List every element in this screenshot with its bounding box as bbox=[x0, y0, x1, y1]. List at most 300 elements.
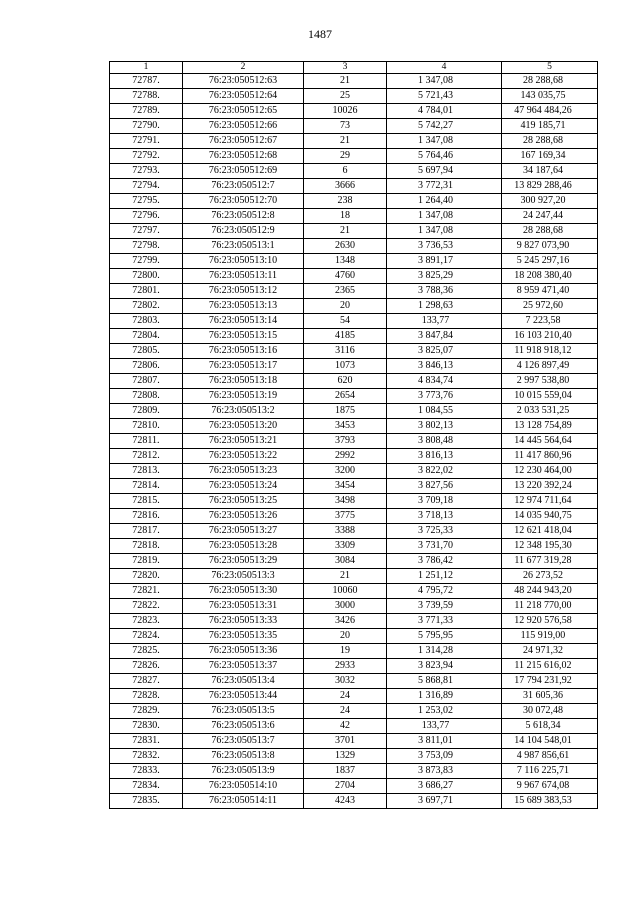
cadastral-number-cell: 76:23:050513:12 bbox=[183, 284, 304, 299]
area-cell: 42 bbox=[304, 719, 387, 734]
cadastral-number-cell: 76:23:050513:15 bbox=[183, 329, 304, 344]
cost-cell: 15 689 383,53 bbox=[502, 794, 598, 809]
area-cell: 18 bbox=[304, 209, 387, 224]
price-cell: 3 718,13 bbox=[387, 509, 502, 524]
table-row bbox=[110, 149, 598, 164]
cadastral-number-cell: 76:23:050513:27 bbox=[183, 524, 304, 539]
cost-cell: 9 967 674,08 bbox=[502, 779, 598, 794]
row-number-cell: 72810. bbox=[110, 419, 183, 434]
area-cell: 3426 bbox=[304, 614, 387, 629]
table-row bbox=[110, 599, 598, 614]
row-number-cell: 72804. bbox=[110, 329, 183, 344]
cadastral-number-cell: 76:23:050513:23 bbox=[183, 464, 304, 479]
price-cell: 5 697,94 bbox=[387, 164, 502, 179]
area-cell: 620 bbox=[304, 374, 387, 389]
table-row bbox=[110, 134, 598, 149]
cadastral-number-cell: 76:23:050513:30 bbox=[183, 584, 304, 599]
cost-cell: 11 218 770,00 bbox=[502, 599, 598, 614]
price-cell: 5 742,27 bbox=[387, 119, 502, 134]
column-header-2: 2 bbox=[183, 62, 304, 74]
cost-cell: 13 829 288,46 bbox=[502, 179, 598, 194]
price-cell: 3 786,42 bbox=[387, 554, 502, 569]
price-cell: 3 739,59 bbox=[387, 599, 502, 614]
area-cell: 20 bbox=[304, 629, 387, 644]
price-cell: 3 686,27 bbox=[387, 779, 502, 794]
cadastral-number-cell: 76:23:050512:63 bbox=[183, 74, 304, 89]
price-cell: 3 847,84 bbox=[387, 329, 502, 344]
table-row bbox=[110, 284, 598, 299]
price-cell: 3 827,56 bbox=[387, 479, 502, 494]
row-number-cell: 72830. bbox=[110, 719, 183, 734]
cost-cell: 12 920 576,58 bbox=[502, 614, 598, 629]
cost-cell: 17 794 231,92 bbox=[502, 674, 598, 689]
row-number-cell: 72800. bbox=[110, 269, 183, 284]
cadastral-number-cell: 76:23:050512:67 bbox=[183, 134, 304, 149]
row-number-cell: 72806. bbox=[110, 359, 183, 374]
area-cell: 24 bbox=[304, 704, 387, 719]
area-cell: 1348 bbox=[304, 254, 387, 269]
cost-cell: 13 220 392,24 bbox=[502, 479, 598, 494]
area-cell: 1329 bbox=[304, 749, 387, 764]
area-cell: 3498 bbox=[304, 494, 387, 509]
cadastral-number-cell: 76:23:050513:22 bbox=[183, 449, 304, 464]
area-cell: 3793 bbox=[304, 434, 387, 449]
cadastral-number-cell: 76:23:050512:70 bbox=[183, 194, 304, 209]
price-cell: 3 788,36 bbox=[387, 284, 502, 299]
area-cell: 3388 bbox=[304, 524, 387, 539]
cost-cell: 30 072,48 bbox=[502, 704, 598, 719]
area-cell: 2654 bbox=[304, 389, 387, 404]
row-number-cell: 72788. bbox=[110, 89, 183, 104]
cost-cell: 2 033 531,25 bbox=[502, 404, 598, 419]
area-cell: 73 bbox=[304, 119, 387, 134]
price-cell: 3 772,31 bbox=[387, 179, 502, 194]
cost-cell: 14 445 564,64 bbox=[502, 434, 598, 449]
cost-cell: 12 621 418,04 bbox=[502, 524, 598, 539]
price-cell: 3 709,18 bbox=[387, 494, 502, 509]
price-cell: 3 725,33 bbox=[387, 524, 502, 539]
cadastral-number-cell: 76:23:050513:33 bbox=[183, 614, 304, 629]
cadastral-number-cell: 76:23:050512:65 bbox=[183, 104, 304, 119]
cost-cell: 11 677 319,28 bbox=[502, 554, 598, 569]
area-cell: 4760 bbox=[304, 269, 387, 284]
row-number-cell: 72835. bbox=[110, 794, 183, 809]
row-number-cell: 72798. bbox=[110, 239, 183, 254]
area-cell: 6 bbox=[304, 164, 387, 179]
area-cell: 25 bbox=[304, 89, 387, 104]
cost-cell: 48 244 943,20 bbox=[502, 584, 598, 599]
row-number-cell: 72801. bbox=[110, 284, 183, 299]
area-cell: 21 bbox=[304, 224, 387, 239]
table-row bbox=[110, 674, 598, 689]
cadastral-number-cell: 76:23:050513:28 bbox=[183, 539, 304, 554]
column-header-5: 5 bbox=[502, 62, 598, 74]
price-cell: 1 347,08 bbox=[387, 209, 502, 224]
cadastral-number-cell: 76:23:050513:26 bbox=[183, 509, 304, 524]
cadastral-number-cell: 76:23:050513:21 bbox=[183, 434, 304, 449]
table-row bbox=[110, 689, 598, 704]
table-row bbox=[110, 539, 598, 554]
table-row bbox=[110, 119, 598, 134]
area-cell: 20 bbox=[304, 299, 387, 314]
area-cell: 1073 bbox=[304, 359, 387, 374]
price-cell: 3 771,33 bbox=[387, 614, 502, 629]
cost-cell: 7 116 225,71 bbox=[502, 764, 598, 779]
row-number-cell: 72795. bbox=[110, 194, 183, 209]
area-cell: 10026 bbox=[304, 104, 387, 119]
area-cell: 3200 bbox=[304, 464, 387, 479]
table-row bbox=[110, 704, 598, 719]
price-cell: 1 316,89 bbox=[387, 689, 502, 704]
area-cell: 4243 bbox=[304, 794, 387, 809]
cadastral-number-cell: 76:23:050513:37 bbox=[183, 659, 304, 674]
area-cell: 2933 bbox=[304, 659, 387, 674]
area-cell: 24 bbox=[304, 689, 387, 704]
table-row bbox=[110, 299, 598, 314]
row-number-cell: 72807. bbox=[110, 374, 183, 389]
column-header-3: 3 bbox=[304, 62, 387, 74]
price-cell: 3 802,13 bbox=[387, 419, 502, 434]
price-cell: 3 811,01 bbox=[387, 734, 502, 749]
table-row bbox=[110, 269, 598, 284]
cadastral-number-cell: 76:23:050512:9 bbox=[183, 224, 304, 239]
area-cell: 2704 bbox=[304, 779, 387, 794]
price-cell: 3 773,76 bbox=[387, 389, 502, 404]
cadastral-number-cell: 76:23:050514:11 bbox=[183, 794, 304, 809]
cost-cell: 167 169,34 bbox=[502, 149, 598, 164]
area-cell: 1837 bbox=[304, 764, 387, 779]
cadastral-number-cell: 76:23:050513:5 bbox=[183, 704, 304, 719]
row-number-cell: 72814. bbox=[110, 479, 183, 494]
table-row bbox=[110, 359, 598, 374]
data-table bbox=[109, 61, 598, 809]
table-row bbox=[110, 104, 598, 119]
row-number-cell: 72790. bbox=[110, 119, 183, 134]
cost-cell: 11 215 616,02 bbox=[502, 659, 598, 674]
price-cell: 4 795,72 bbox=[387, 584, 502, 599]
table-row bbox=[110, 629, 598, 644]
table-row bbox=[110, 329, 598, 344]
cost-cell: 9 827 073,90 bbox=[502, 239, 598, 254]
table-row bbox=[110, 194, 598, 209]
table-row bbox=[110, 764, 598, 779]
row-number-cell: 72818. bbox=[110, 539, 183, 554]
cadastral-number-cell: 76:23:050513:19 bbox=[183, 389, 304, 404]
row-number-cell: 72824. bbox=[110, 629, 183, 644]
cadastral-number-cell: 76:23:050513:17 bbox=[183, 359, 304, 374]
cadastral-number-cell: 76:23:050513:14 bbox=[183, 314, 304, 329]
table-row bbox=[110, 614, 598, 629]
cost-cell: 26 273,52 bbox=[502, 569, 598, 584]
table-row bbox=[110, 254, 598, 269]
cost-cell: 28 288,68 bbox=[502, 224, 598, 239]
table-row bbox=[110, 569, 598, 584]
cost-cell: 12 230 464,00 bbox=[502, 464, 598, 479]
cost-cell: 28 288,68 bbox=[502, 134, 598, 149]
area-cell: 4185 bbox=[304, 329, 387, 344]
cost-cell: 300 927,20 bbox=[502, 194, 598, 209]
table-row bbox=[110, 779, 598, 794]
table-row bbox=[110, 524, 598, 539]
price-cell: 5 764,46 bbox=[387, 149, 502, 164]
cost-cell: 8 959 471,40 bbox=[502, 284, 598, 299]
table-row bbox=[110, 494, 598, 509]
price-cell: 133,77 bbox=[387, 719, 502, 734]
row-number-cell: 72805. bbox=[110, 344, 183, 359]
area-cell: 3666 bbox=[304, 179, 387, 194]
row-number-cell: 72803. bbox=[110, 314, 183, 329]
area-cell: 21 bbox=[304, 74, 387, 89]
cost-cell: 18 208 380,40 bbox=[502, 269, 598, 284]
cost-cell: 14 104 548,01 bbox=[502, 734, 598, 749]
row-number-cell: 72833. bbox=[110, 764, 183, 779]
row-number-cell: 72828. bbox=[110, 689, 183, 704]
row-number-cell: 72826. bbox=[110, 659, 183, 674]
area-cell: 3084 bbox=[304, 554, 387, 569]
price-cell: 1 347,08 bbox=[387, 74, 502, 89]
cost-cell: 2 997 538,80 bbox=[502, 374, 598, 389]
price-cell: 4 784,01 bbox=[387, 104, 502, 119]
row-number-cell: 72834. bbox=[110, 779, 183, 794]
price-cell: 3 753,09 bbox=[387, 749, 502, 764]
table-row bbox=[110, 794, 598, 809]
price-cell: 1 253,02 bbox=[387, 704, 502, 719]
cost-cell: 28 288,68 bbox=[502, 74, 598, 89]
row-number-cell: 72799. bbox=[110, 254, 183, 269]
cost-cell: 4 987 856,61 bbox=[502, 749, 598, 764]
column-header-1: 1 bbox=[110, 62, 183, 74]
price-cell: 3 808,48 bbox=[387, 434, 502, 449]
cost-cell: 5 245 297,16 bbox=[502, 254, 598, 269]
cost-cell: 16 103 210,40 bbox=[502, 329, 598, 344]
cost-cell: 13 128 754,89 bbox=[502, 419, 598, 434]
area-cell: 3032 bbox=[304, 674, 387, 689]
cadastral-number-cell: 76:23:050513:16 bbox=[183, 344, 304, 359]
table-row bbox=[110, 434, 598, 449]
cadastral-number-cell: 76:23:050513:2 bbox=[183, 404, 304, 419]
table-row bbox=[110, 659, 598, 674]
area-cell: 19 bbox=[304, 644, 387, 659]
table-row bbox=[110, 164, 598, 179]
area-cell: 54 bbox=[304, 314, 387, 329]
table-row bbox=[110, 314, 598, 329]
cadastral-number-cell: 76:23:050513:11 bbox=[183, 269, 304, 284]
cost-cell: 47 964 484,26 bbox=[502, 104, 598, 119]
cost-cell: 7 223,58 bbox=[502, 314, 598, 329]
area-cell: 21 bbox=[304, 569, 387, 584]
area-cell: 3000 bbox=[304, 599, 387, 614]
table-row bbox=[110, 644, 598, 659]
table-row bbox=[110, 509, 598, 524]
row-number-cell: 72791. bbox=[110, 134, 183, 149]
cost-cell: 31 605,36 bbox=[502, 689, 598, 704]
row-number-cell: 72816. bbox=[110, 509, 183, 524]
cost-cell: 12 974 711,64 bbox=[502, 494, 598, 509]
price-cell: 3 736,53 bbox=[387, 239, 502, 254]
area-cell: 3454 bbox=[304, 479, 387, 494]
cadastral-number-cell: 76:23:050513:8 bbox=[183, 749, 304, 764]
row-number-cell: 72820. bbox=[110, 569, 183, 584]
table-body bbox=[110, 62, 598, 809]
cadastral-number-cell: 76:23:050512:7 bbox=[183, 179, 304, 194]
cadastral-number-cell: 76:23:050513:9 bbox=[183, 764, 304, 779]
row-number-cell: 72787. bbox=[110, 74, 183, 89]
cadastral-number-cell: 76:23:050512:69 bbox=[183, 164, 304, 179]
area-cell: 2365 bbox=[304, 284, 387, 299]
row-number-cell: 72823. bbox=[110, 614, 183, 629]
row-number-cell: 72831. bbox=[110, 734, 183, 749]
price-cell: 3 873,83 bbox=[387, 764, 502, 779]
price-cell: 3 697,71 bbox=[387, 794, 502, 809]
price-cell: 1 347,08 bbox=[387, 224, 502, 239]
price-cell: 5 721,43 bbox=[387, 89, 502, 104]
row-number-cell: 72832. bbox=[110, 749, 183, 764]
row-number-cell: 72808. bbox=[110, 389, 183, 404]
price-cell: 1 251,12 bbox=[387, 569, 502, 584]
area-cell: 2630 bbox=[304, 239, 387, 254]
area-cell: 3309 bbox=[304, 539, 387, 554]
price-cell: 1 347,08 bbox=[387, 134, 502, 149]
row-number-cell: 72819. bbox=[110, 554, 183, 569]
table-row bbox=[110, 89, 598, 104]
table-row bbox=[110, 584, 598, 599]
table-row bbox=[110, 464, 598, 479]
area-cell: 21 bbox=[304, 134, 387, 149]
area-cell: 3116 bbox=[304, 344, 387, 359]
table-row bbox=[110, 734, 598, 749]
price-cell: 3 731,70 bbox=[387, 539, 502, 554]
cadastral-number-cell: 76:23:050512:8 bbox=[183, 209, 304, 224]
area-cell: 238 bbox=[304, 194, 387, 209]
cost-cell: 5 618,34 bbox=[502, 719, 598, 734]
price-cell: 3 891,17 bbox=[387, 254, 502, 269]
table-row bbox=[110, 749, 598, 764]
price-cell: 1 314,28 bbox=[387, 644, 502, 659]
cost-cell: 4 126 897,49 bbox=[502, 359, 598, 374]
cadastral-number-cell: 76:23:050513:6 bbox=[183, 719, 304, 734]
price-cell: 3 822,02 bbox=[387, 464, 502, 479]
row-number-cell: 72827. bbox=[110, 674, 183, 689]
row-number-cell: 72789. bbox=[110, 104, 183, 119]
cost-cell: 115 919,00 bbox=[502, 629, 598, 644]
table-row bbox=[110, 419, 598, 434]
cadastral-number-cell: 76:23:050513:4 bbox=[183, 674, 304, 689]
cost-cell: 11 417 860,96 bbox=[502, 449, 598, 464]
cadastral-number-cell: 76:23:050512:64 bbox=[183, 89, 304, 104]
cadastral-number-cell: 76:23:050513:1 bbox=[183, 239, 304, 254]
row-number-cell: 72825. bbox=[110, 644, 183, 659]
table-row bbox=[110, 449, 598, 464]
table-row bbox=[110, 404, 598, 419]
area-cell: 3775 bbox=[304, 509, 387, 524]
price-cell: 5 795,95 bbox=[387, 629, 502, 644]
row-number-cell: 72802. bbox=[110, 299, 183, 314]
row-number-cell: 72815. bbox=[110, 494, 183, 509]
cadastral-number-cell: 76:23:050512:66 bbox=[183, 119, 304, 134]
cost-cell: 14 035 940,75 bbox=[502, 509, 598, 524]
price-cell: 3 823,94 bbox=[387, 659, 502, 674]
row-number-cell: 72817. bbox=[110, 524, 183, 539]
cadastral-number-cell: 76:23:050513:7 bbox=[183, 734, 304, 749]
row-number-cell: 72796. bbox=[110, 209, 183, 224]
price-cell: 3 846,13 bbox=[387, 359, 502, 374]
cadastral-number-cell: 76:23:050513:24 bbox=[183, 479, 304, 494]
table-row bbox=[110, 74, 598, 89]
row-number-cell: 72809. bbox=[110, 404, 183, 419]
row-number-cell: 72829. bbox=[110, 704, 183, 719]
cadastral-number-cell: 76:23:050513:20 bbox=[183, 419, 304, 434]
table-row bbox=[110, 479, 598, 494]
price-cell: 1 264,40 bbox=[387, 194, 502, 209]
price-cell: 1 298,63 bbox=[387, 299, 502, 314]
price-cell: 3 825,29 bbox=[387, 269, 502, 284]
column-header-4: 4 bbox=[387, 62, 502, 74]
table-row bbox=[110, 389, 598, 404]
row-number-cell: 72812. bbox=[110, 449, 183, 464]
area-cell: 1875 bbox=[304, 404, 387, 419]
cost-cell: 143 035,75 bbox=[502, 89, 598, 104]
cost-cell: 24 247,44 bbox=[502, 209, 598, 224]
table-row bbox=[110, 344, 598, 359]
row-number-cell: 72794. bbox=[110, 179, 183, 194]
page-number: 1487 bbox=[308, 27, 332, 41]
price-cell: 3 816,13 bbox=[387, 449, 502, 464]
cost-cell: 12 348 195,30 bbox=[502, 539, 598, 554]
table-row bbox=[110, 719, 598, 734]
cadastral-number-cell: 76:23:050513:13 bbox=[183, 299, 304, 314]
cadastral-number-cell: 76:23:050513:10 bbox=[183, 254, 304, 269]
row-number-cell: 72811. bbox=[110, 434, 183, 449]
cadastral-number-cell: 76:23:050513:31 bbox=[183, 599, 304, 614]
cadastral-number-cell: 76:23:050513:29 bbox=[183, 554, 304, 569]
cadastral-number-cell: 76:23:050513:25 bbox=[183, 494, 304, 509]
row-number-cell: 72813. bbox=[110, 464, 183, 479]
row-number-cell: 72792. bbox=[110, 149, 183, 164]
row-number-cell: 72821. bbox=[110, 584, 183, 599]
table-row bbox=[110, 239, 598, 254]
area-cell: 2992 bbox=[304, 449, 387, 464]
cost-cell: 10 015 559,04 bbox=[502, 389, 598, 404]
row-number-cell: 72797. bbox=[110, 224, 183, 239]
cadastral-number-cell: 76:23:050514:10 bbox=[183, 779, 304, 794]
price-cell: 4 834,74 bbox=[387, 374, 502, 389]
table-row bbox=[110, 374, 598, 389]
price-cell: 133,77 bbox=[387, 314, 502, 329]
price-cell: 3 825,07 bbox=[387, 344, 502, 359]
cadastral-number-cell: 76:23:050513:36 bbox=[183, 644, 304, 659]
area-cell: 10060 bbox=[304, 584, 387, 599]
area-cell: 29 bbox=[304, 149, 387, 164]
cadastral-number-cell: 76:23:050513:18 bbox=[183, 374, 304, 389]
table-row bbox=[110, 179, 598, 194]
price-cell: 5 868,81 bbox=[387, 674, 502, 689]
cost-cell: 25 972,60 bbox=[502, 299, 598, 314]
area-cell: 3453 bbox=[304, 419, 387, 434]
cost-cell: 419 185,71 bbox=[502, 119, 598, 134]
table-row bbox=[110, 554, 598, 569]
row-number-cell: 72822. bbox=[110, 599, 183, 614]
cost-cell: 11 918 918,12 bbox=[502, 344, 598, 359]
price-cell: 1 084,55 bbox=[387, 404, 502, 419]
area-cell: 3701 bbox=[304, 734, 387, 749]
cadastral-number-cell: 76:23:050513:35 bbox=[183, 629, 304, 644]
table-header-row bbox=[110, 62, 598, 74]
row-number-cell: 72793. bbox=[110, 164, 183, 179]
cost-cell: 34 187,64 bbox=[502, 164, 598, 179]
table-row bbox=[110, 209, 598, 224]
cadastral-number-cell: 76:23:050512:68 bbox=[183, 149, 304, 164]
cost-cell: 24 971,32 bbox=[502, 644, 598, 659]
